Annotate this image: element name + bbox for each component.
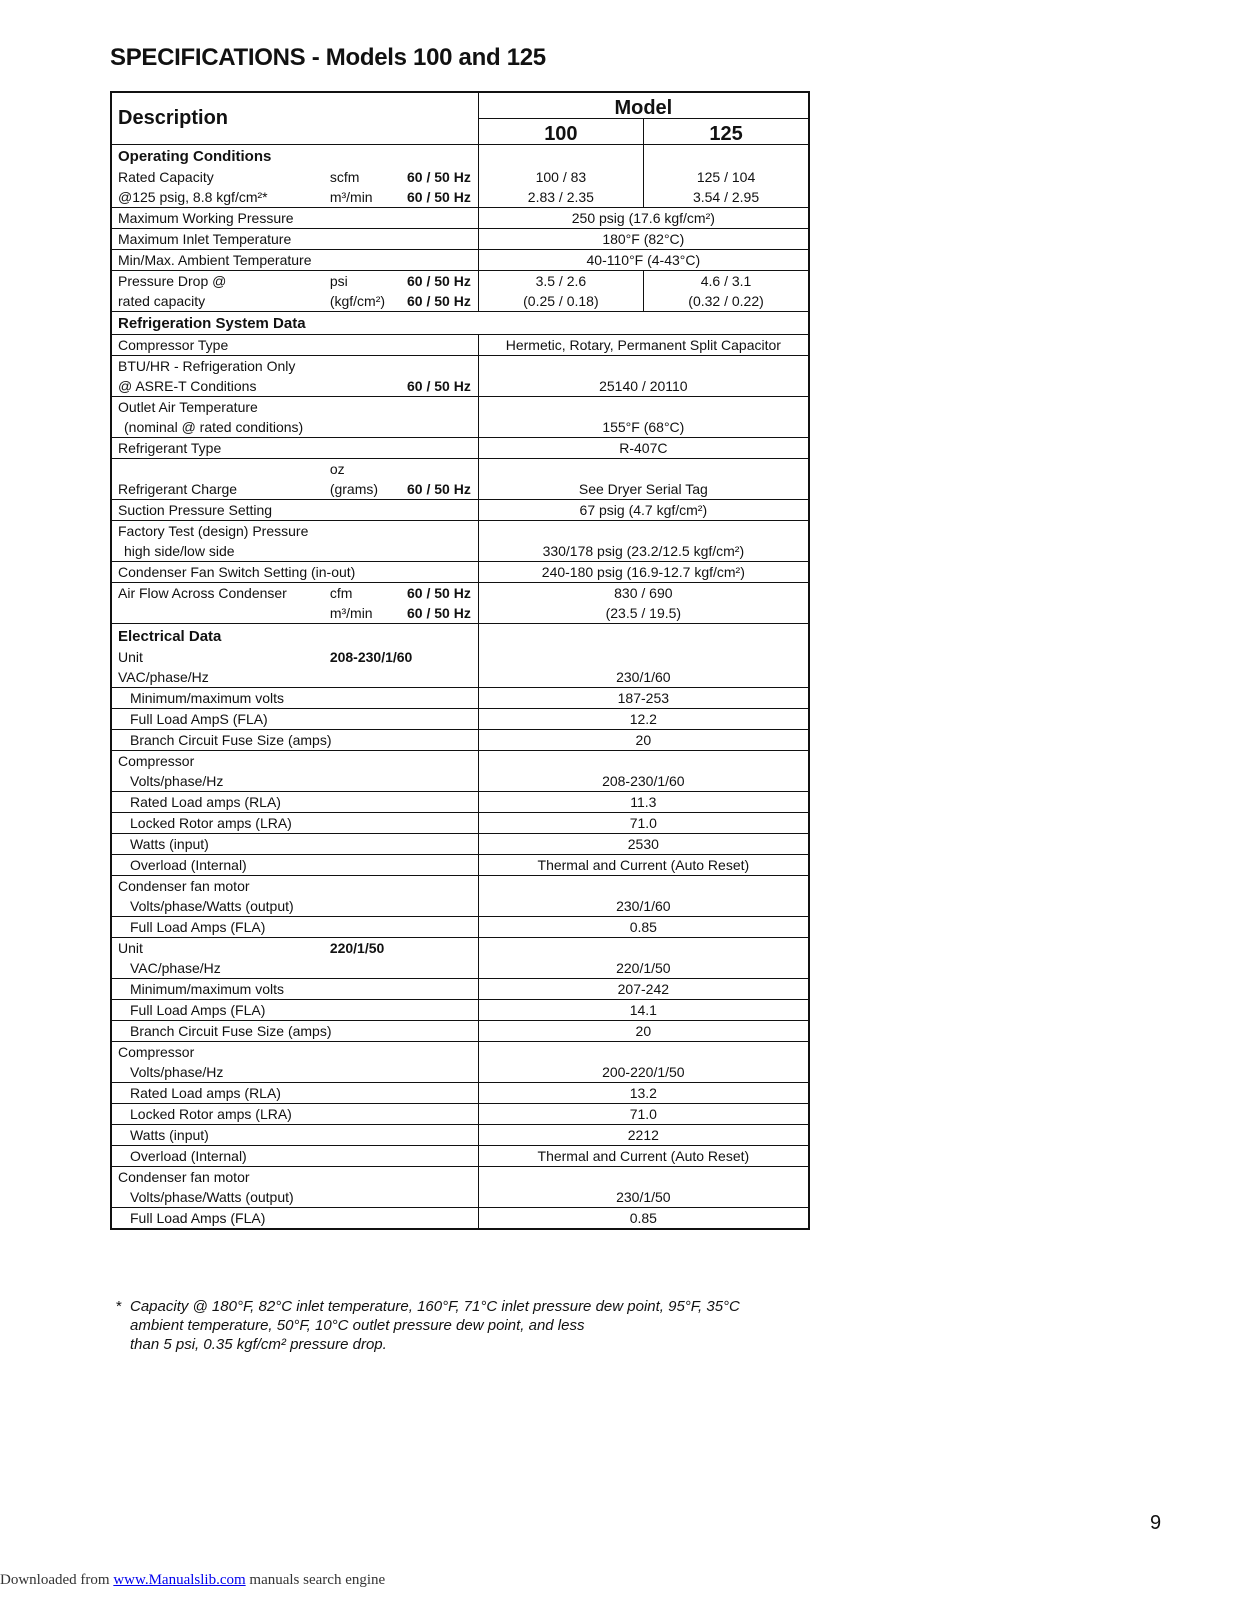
- cell-value: 2.83 / 2.35: [478, 187, 643, 208]
- row-label: Maximum Working Pressure: [111, 208, 478, 229]
- cell-value: 187-253: [478, 687, 809, 708]
- row-label: Volts/phase/Watts (output): [111, 1187, 478, 1208]
- row-label: rated capacity: [111, 291, 324, 312]
- row-label: Watts (input): [111, 833, 478, 854]
- row-label: Branch Circuit Fuse Size (amps): [111, 1020, 478, 1041]
- row-label: VAC/phase/Hz: [111, 667, 478, 688]
- cell-value: Thermal and Current (Auto Reset): [478, 1145, 809, 1166]
- cell-value: 250 psig (17.6 kgf/cm²): [478, 208, 809, 229]
- cell-value: 2530: [478, 833, 809, 854]
- cell-value: 330/178 psig (23.2/12.5 kgf/cm²): [478, 541, 809, 562]
- cell-value: 208-230/1/60: [478, 771, 809, 792]
- cell-value: 0.85: [478, 1207, 809, 1229]
- row-hz: 60 / 50 Hz: [401, 376, 478, 397]
- cell-value: Hermetic, Rotary, Permanent Split Capacitor: [478, 335, 809, 356]
- cell-value: 180°F (82°C): [478, 229, 809, 250]
- row-label: Maximum Inlet Temperature: [111, 229, 478, 250]
- cell-value: 3.5 / 2.6: [478, 271, 643, 292]
- unit-spec: 208-230/1/60: [329, 648, 413, 665]
- cell-value: 20: [478, 729, 809, 750]
- row-label: Refrigerant Type: [111, 438, 478, 459]
- cell-value: 155°F (68°C): [478, 417, 809, 438]
- row-label: Locked Rotor amps (LRA): [111, 1103, 478, 1124]
- description-header: Description: [111, 92, 478, 144]
- cell-value: 20: [478, 1020, 809, 1041]
- cell-value: 230/1/60: [478, 667, 809, 688]
- row-label: Full Load Amps (FLA): [111, 999, 478, 1020]
- row-unit: m³/min: [324, 187, 401, 208]
- cell-value: 12.2: [478, 708, 809, 729]
- cell-value: 125 / 104: [644, 167, 809, 187]
- footnote-marker: *: [116, 1298, 122, 1315]
- cell-value: 200-220/1/50: [478, 1062, 809, 1083]
- row-label: Compressor: [118, 752, 195, 769]
- download-suffix: manuals search engine: [245, 1572, 386, 1588]
- row-label: Watts (input): [111, 1124, 478, 1145]
- specifications-table: [110, 91, 810, 1230]
- row-label: Refrigerant Charge: [111, 459, 324, 500]
- cell-value: (23.5 / 19.5): [478, 603, 809, 624]
- cell-value: 230/1/50: [478, 1187, 809, 1208]
- download-prefix: Downloaded from: [0, 1572, 114, 1588]
- row-label: Overload (Internal): [111, 1145, 478, 1166]
- row-label: Branch Circuit Fuse Size (amps): [111, 729, 478, 750]
- row-hz: 60 / 50 Hz: [401, 459, 478, 500]
- row-label: Overload (Internal): [111, 854, 478, 875]
- footnote-line: ambient temperature, 50°F, 10°C outlet pressure dew point, and less: [130, 1317, 585, 1334]
- footnote: [116, 1297, 740, 1354]
- row-label: Condenser Fan Switch Setting (in-out): [111, 562, 478, 583]
- cell-value: 13.2: [478, 1082, 809, 1103]
- row-hz: 60 / 50 Hz: [407, 169, 471, 185]
- cell-value: 0.85: [478, 916, 809, 937]
- row-label: Air Flow Across Condenser: [118, 585, 287, 601]
- row-unit: cfm: [329, 585, 353, 601]
- row-label: Minimum/maximum volts: [111, 978, 478, 999]
- section-refrigeration-system-data: Refrigeration System Data: [111, 312, 478, 335]
- section-electrical-data: Electrical Data: [118, 627, 222, 645]
- row-label: @ ASRE-T Conditions: [111, 376, 401, 397]
- row-hz: 60 / 50 Hz: [407, 585, 471, 601]
- row-hz: 60 / 50 Hz: [401, 603, 478, 624]
- row-label: Volts/phase/Hz: [111, 771, 478, 792]
- row-unit: oz (grams): [324, 459, 401, 500]
- section-operating-conditions: Operating Conditions: [118, 148, 272, 165]
- footnote-line: Capacity @ 180°F, 82°C inlet temperature, 160°F, 71°C inlet pressure dew point, 95°F, 35°C: [130, 1298, 740, 1315]
- page-number: 9: [1150, 1512, 1162, 1534]
- row-label: Unit: [118, 648, 143, 665]
- cell-value: 11.3: [478, 791, 809, 812]
- unit-spec: 220/1/50: [329, 939, 385, 956]
- row-label: high side/low side: [111, 541, 478, 562]
- manualslib-link[interactable]: www.Manualslib.com: [113, 1572, 246, 1588]
- row-label: Volts/phase/Hz: [111, 1062, 478, 1083]
- row-unit: m³/min: [324, 603, 401, 624]
- footnote-line: than 5 psi, 0.35 kgf/cm² pressure drop.: [130, 1336, 387, 1353]
- row-label: Full Load Amps (FLA): [111, 916, 478, 937]
- row-label: Locked Rotor amps (LRA): [111, 812, 478, 833]
- row-label: @125 psig, 8.8 kgf/cm²*: [111, 187, 324, 208]
- row-hz: 60 / 50 Hz: [407, 273, 471, 289]
- row-label: Full Load Amps (FLA): [111, 1207, 478, 1229]
- page-title: SPECIFICATIONS - Models 100 and 125: [110, 44, 546, 71]
- row-label: Min/Max. Ambient Temperature: [111, 250, 478, 271]
- row-label: Suction Pressure Setting: [111, 500, 478, 521]
- model-100-header: 100: [478, 118, 643, 144]
- row-hz: 60 / 50 Hz: [401, 187, 478, 208]
- cell-value: 71.0: [478, 1103, 809, 1124]
- cell-value: 2212: [478, 1124, 809, 1145]
- cell-value: (0.25 / 0.18): [478, 291, 643, 312]
- model-125-header: 125: [644, 118, 809, 144]
- cell-value: 240-180 psig (16.9-12.7 kgf/cm²): [478, 562, 809, 583]
- cell-value: 830 / 690: [478, 583, 809, 604]
- row-label: Minimum/maximum volts: [111, 687, 478, 708]
- cell-value: 3.54 / 2.95: [644, 187, 809, 208]
- row-unit: psi: [329, 273, 348, 289]
- cell-value: 100 / 83: [478, 167, 643, 187]
- row-unit: (kgf/cm²): [324, 291, 401, 312]
- cell-value: 40-110°F (4-43°C): [478, 250, 809, 271]
- row-label: Pressure Drop @: [118, 273, 227, 289]
- row-hz: 60 / 50 Hz: [401, 291, 478, 312]
- row-label: Condenser fan motor: [118, 1168, 250, 1185]
- cell-value: 230/1/60: [478, 896, 809, 917]
- cell-value: 67 psig (4.7 kgf/cm²): [478, 500, 809, 521]
- row-label: Unit: [118, 939, 143, 956]
- row-label: Factory Test (design) Pressure: [118, 523, 309, 539]
- model-header: Model: [478, 92, 809, 118]
- row-label: Volts/phase/Watts (output): [111, 896, 478, 917]
- cell-value: 25140 / 20110: [478, 376, 809, 397]
- row-label: Outlet Air Temperature: [118, 399, 258, 415]
- cell-value: 71.0: [478, 812, 809, 833]
- row-label: Compressor: [118, 1043, 195, 1060]
- cell-value: 220/1/50: [478, 958, 809, 979]
- row-label: Rated Capacity: [118, 169, 214, 185]
- cell-value: Thermal and Current (Auto Reset): [478, 854, 809, 875]
- row-label: (nominal @ rated conditions): [111, 417, 478, 438]
- row-label: Compressor Type: [111, 335, 478, 356]
- row-label: Condenser fan motor: [118, 877, 250, 894]
- download-credit: [0, 1572, 385, 1589]
- row-label: Rated Load amps (RLA): [111, 1082, 478, 1103]
- cell-value: See Dryer Serial Tag: [478, 459, 809, 500]
- row-label: Rated Load amps (RLA): [111, 791, 478, 812]
- cell-value: R-407C: [478, 438, 809, 459]
- row-unit: scfm: [329, 169, 360, 185]
- cell-value: 14.1: [478, 999, 809, 1020]
- row-label: Full Load AmpS (FLA): [111, 708, 478, 729]
- cell-value: 207-242: [478, 978, 809, 999]
- row-label: VAC/phase/Hz: [111, 958, 478, 979]
- row-label: BTU/HR - Refrigeration Only: [118, 358, 296, 374]
- cell-value: 4.6 / 3.1: [644, 271, 809, 292]
- cell-value: (0.32 / 0.22): [644, 291, 809, 312]
